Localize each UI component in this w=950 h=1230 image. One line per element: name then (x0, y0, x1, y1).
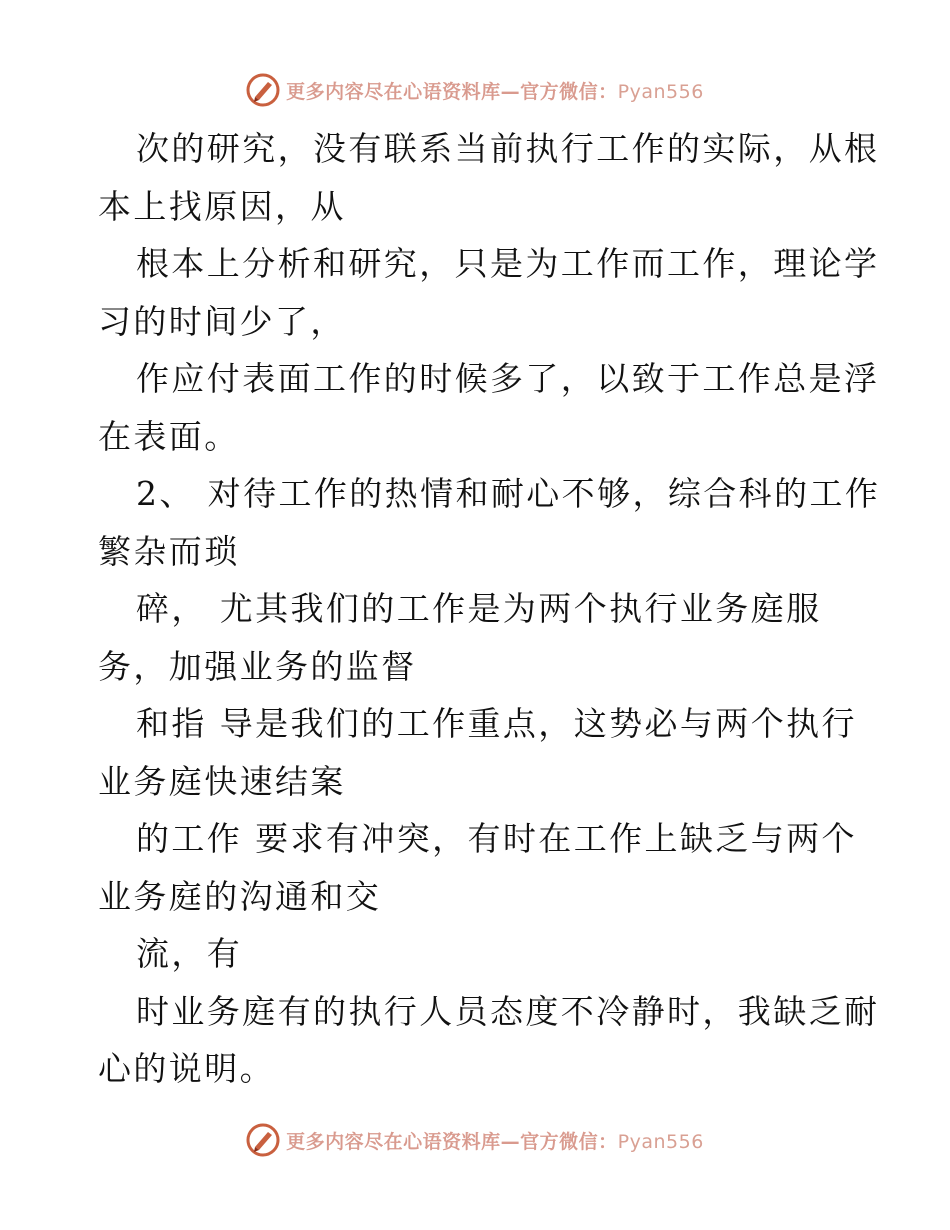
paragraph: 作应付表面工作的时候多了，以致于工作总是浮 在表面。 (98, 359, 880, 456)
watermark-text: 更多内容尽在心语资料库—官方微信：Pyan556 (286, 80, 704, 103)
paragraph: 和指 导是我们的工作重点，这势必与两个执行 业务庭快速结案 (98, 704, 857, 801)
paragraph: 2、 对待工作的热情和耐心不够，综合科的工作 繁杂而琐 (98, 474, 881, 571)
paragraph: 的工作 要求有冲突，有时在工作上缺乏与两个 业务庭的沟通和交 (98, 819, 857, 916)
header-watermark (0, 70, 950, 110)
pen-logo-icon (246, 1123, 280, 1157)
paragraph: 根本上分析和研究，只是为工作而工作，理论学 习的时间少了， (98, 244, 880, 341)
paragraph: 流，有 (136, 934, 243, 973)
document-body (98, 120, 881, 1098)
paragraph: 时业务庭有的执行人员态度不冷静时，我缺乏耐 心的说明。 (98, 991, 880, 1088)
watermark-text: 更多内容尽在心语资料库—官方微信：Pyan556 (286, 1130, 704, 1153)
paragraph: 次的研究，没有联系当前执行工作的实际，从根 本上找原因，从 (98, 129, 880, 226)
paragraph: 碎， 尤其我们的工作是为两个执行业务庭服 务，加强业务的监督 (98, 589, 822, 686)
pen-logo-icon (246, 73, 280, 107)
footer-watermark (0, 1120, 950, 1160)
